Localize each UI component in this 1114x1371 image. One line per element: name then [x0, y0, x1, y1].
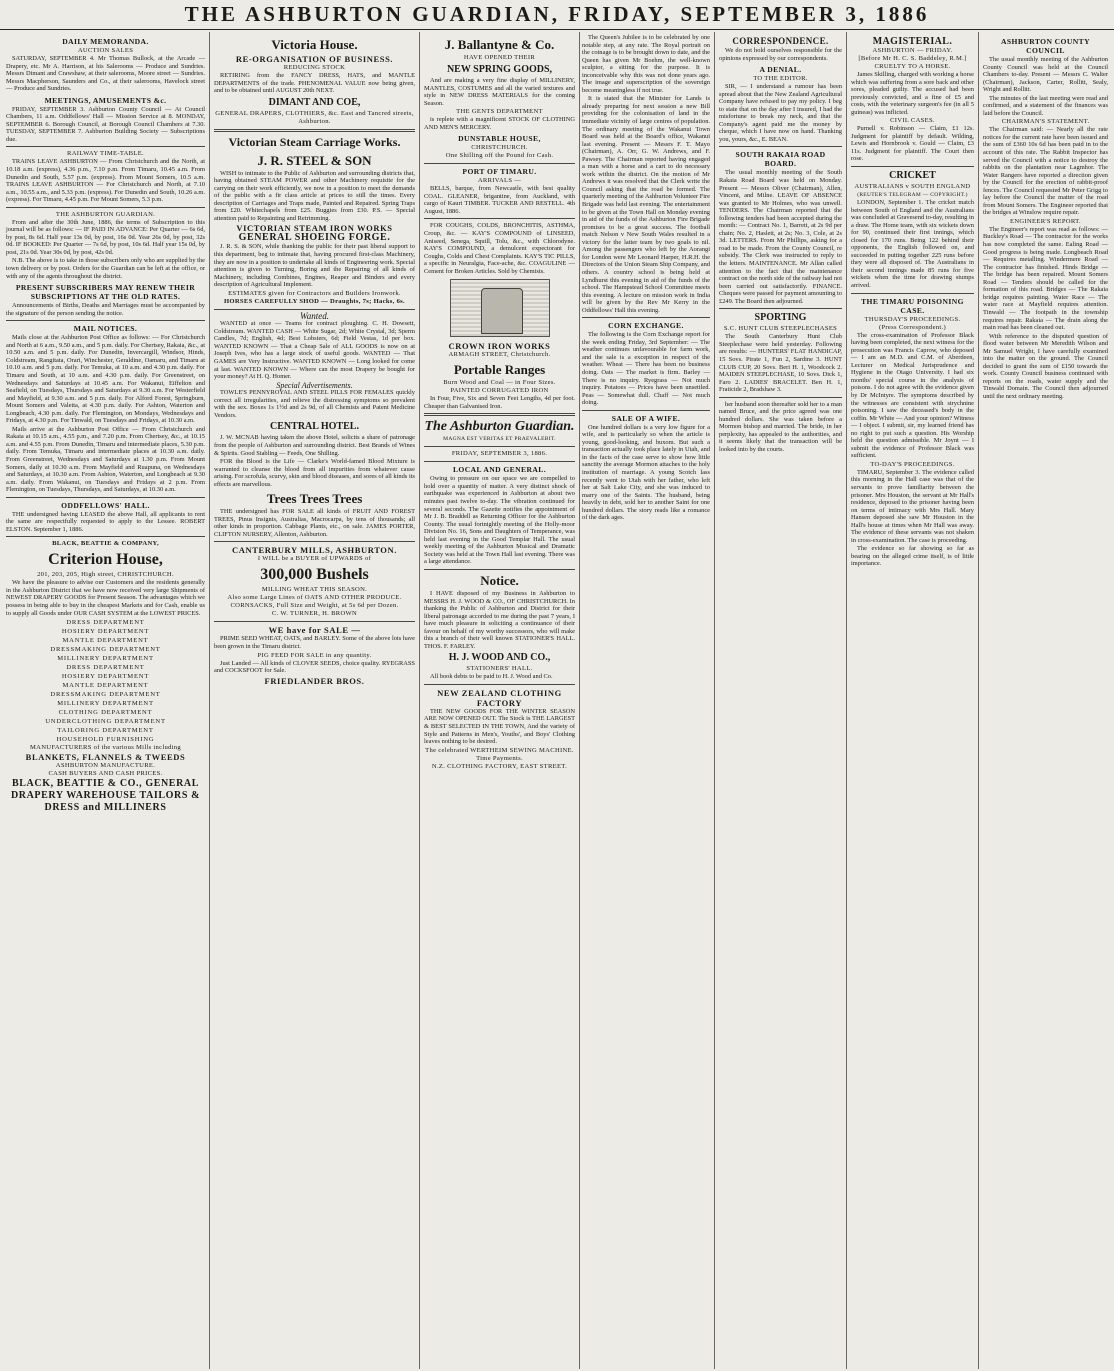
- turner-brown-text: C. W. TURNER, H. BROWN: [271, 610, 358, 618]
- column-4: [578, 32, 715, 1369]
- armagh-street: ARMAGH STREET, Christchurch.: [448, 351, 551, 359]
- department-item: MILLINERY DEPARTMENT: [57, 700, 154, 708]
- wood-subtitle: STATIONERS' HALL.: [466, 665, 533, 673]
- portable-ranges-subtitle: Burn Wood and Coal — in Four Sizes.: [443, 379, 556, 387]
- cash-discount: One Shilling off the Pound for Cash.: [445, 152, 554, 160]
- south-rakaia-heading: SOUTH RAKAIA ROAD BOARD.: [735, 150, 826, 169]
- corn-exchange-heading: CORN EXCHANGE.: [608, 321, 684, 331]
- engineer-text: The Engineer's report was read as follows: — Buckley's Road — The contractor for the works has now completed the same. Ealing Road — Good progress is being made. Longbeach Road — Requires metalling. Windermere Road — The contractor has finished. Hinds Bridge — The bridge has been repaired. Mount Somers Road — Tenders should be called for the formation of this road. Bridges — The Rakaia bridge requires painting. Water Race — The water race at Mayfield requires attention. Tinwald — The footpath in the township requires repair. Rakaia — The drain along the main road has been cleaned out.: [983, 225, 1108, 332]
- auction-sales-text: SATURDAY, SEPTEMBER 4. Mr Thomas Bullock, at the Arcade — Drapery, etc. Mr A. Harrison, at his Salerooms — Produce and Sundries. Messrs Dimant and Crawshaw, at their salerooms, Moore street — Sundries. Messrs Macpherson, Saunders and Co., at their salerooms, Havelock street — Produce and Sundries.: [6, 55, 205, 93]
- wood-title: H. J. WOOD AND CO.,: [448, 652, 551, 664]
- dunstable-house: DUNSTABLE HOUSE,: [458, 134, 541, 144]
- oats-text: Also some Large Lines of OATS AND OTHER PRODUCE.: [227, 594, 402, 602]
- press-correspondent: (Press Correspondent.): [878, 323, 947, 331]
- oddfellows-heading: ODDFELLOWS' HALL.: [61, 500, 150, 510]
- department-item: HOSIERY DEPARTMENT: [61, 673, 150, 681]
- department-item: DRESSMAKING DEPARTMENT: [50, 646, 161, 654]
- department-item: MANTLE DEPARTMENT: [62, 682, 149, 690]
- wanted-heading: Wanted.: [300, 310, 329, 321]
- cash-prices: CASH BUYERS AND CASH PRICES.: [48, 770, 163, 778]
- central-hotel-text: J. W. MCNAB having taken the above Hotel, solicits a share of patronage from the people of Ashburton and surrounding district. Best Brands of Wines & Spirits. Good Stabling — Feeds, One Shilling.: [214, 434, 415, 457]
- to-editor: TO THE EDITOR.: [753, 75, 808, 83]
- department-list: [6, 618, 205, 744]
- cruelty-heading: CRUELTY TO A HORSE.: [874, 63, 951, 70]
- criterion-text: We have the pleasure to advise our Customers and the residents generally in the Ashburton District that we have now received very large Shipments of NEWEST DRAPERY GOODS for Present Season. The advantages which we possess in being able to buy in the cheapest Markets and for Cash, enable us to supply all Goods under OUR CASH SYSTEM at the LOWEST PRICES.: [6, 579, 205, 617]
- ballantyne-title: J. Ballantyne & Co.: [444, 37, 555, 52]
- cornsacks-text: CORNSACKS, Full Size and Weight, at 5s 6d per Dozen.: [230, 602, 399, 610]
- minutes-text: The minutes of the last meeting were read and confirmed, and a statement of the finances was laid before the Council.: [983, 94, 1108, 117]
- meetings-text: FRIDAY, SEPTEMBER 3. Ashburton County Council — At Council Chambers, 11 a.m. Oddfellows' Hall — Mission Service at 8. MONDAY, SEPTEMBER 6. Borough Council, at Borough Council Chambers at 7.30. TUESDAY, SEPTEMBER 7. Ashburton Building Society — Subscriptions due.: [6, 105, 205, 143]
- cricket-source: (REUTER'S TELEGRAM — COPYRIGHT.): [857, 192, 968, 199]
- department-item: DRESS DEPARTMENT: [66, 664, 145, 672]
- arrivals-heading: ARRIVALS —: [477, 177, 522, 185]
- railway-text: TRAINS LEAVE ASHBURTON — From Christchurch and the North, at 10.18 a.m. (express), 4.36 p.m., 7.10 p.m. From Timaru, 10.45 a.m. From Dunedin and South, 5.57 p.m. (express). From Mount Somers, 10.5 a.m. TRAINS LEAVE ASHBURTON — For Christchurch and North, at 7.10 a.m., 10.55 a.m., and 5.33 p.m. (express). For Dunedin and South, 10.26 a.m. (express). For Timaru, 4.45 p.m. For Mount Somers, 5.3 p.m.: [6, 158, 205, 204]
- portable-ranges-title: Portable Ranges: [453, 362, 546, 378]
- landed-text: Just Landed — All kinds of CLOVER SEEDS, choice quality. RYEGRASS and COCKSFOOT for Sale.: [214, 659, 415, 675]
- bushels-title: 300,000 Bushels: [260, 566, 369, 584]
- notice-text: I HAVE disposed of my Business in Ashburton to MESSRS H. J. WOOD & CO., OF CHRISTCHURCH. In thanking the Public of Ashburton and District for their liberal patronage accorded to me during the past 7 years, I have much pleasure in soliciting a continuance of their favour on behalf of my worthy successors, who will make this a branch of their well known STATIONER'S HALL. THOS. F. FARLEY.: [424, 589, 575, 650]
- cruelty-text: James Skilling, charged with working a horse which was suffering from a sore back and other sores, pleaded guilty. The accused had been previously convicted, and a fine of £5 and costs, with the veterinary surgeon's fee (in all 5 guineas) was inflicted.: [851, 71, 974, 116]
- department-item: DRESS DEPARTMENT: [66, 619, 145, 627]
- ballantyne-text: And are making a very fine display of MILLINERY, MANTLES, COSTUMES and all the varied textures and style in NEW DRESS MATERIALS for the coming Season.: [424, 77, 575, 107]
- engineer-heading: ENGINEER'S REPORT.: [1010, 217, 1081, 225]
- pig-feed-text: PIG FEED FOR SALE in any quantity.: [257, 651, 372, 659]
- local-general-text: Owing to pressure on our space we are compelled to hold over a quantity of matter. A very distinct shock of earthquake was experienced in Ashburton at about two minutes past twelve to-day. The vibration continued for several seconds. The Gazette notifies the appointment of Mr J. B. Braddell as Returning Officer for the Ashburton County. The usual fortnightly meeting of the Holly-moor Division No. 16, Sons and Daughters of Temperance, was held last evening in the Good Templar Hall. The usual weekly meeting of the Ashburton Musical and Dramatic Society was held at the Town Hall last evening. There was a large attendance.: [424, 475, 575, 566]
- blood-mixture-text: FOR the Blood is the Life — Clarke's World-famed Blood Mixture is warranted to cleanse the blood from all impurities from whatever cause arising. For scrofula, scurvy, skin and blood diseases, and sores of all kinds its effects are marvellous.: [214, 458, 415, 488]
- department-item: HOSIERY DEPARTMENT: [61, 628, 150, 636]
- ashburton-manufacture: ASHBURTON MANUFACTURE.: [55, 762, 156, 770]
- thursday-proceedings: THURSDAY'S PROCEEDINGS.: [864, 315, 961, 323]
- guardian-subscription-heading: THE ASHBURTON GUARDIAN.: [55, 210, 156, 218]
- county-council-text: The usual monthly meeting of the Ashburton County Council was held at the Council Chambers to-day. Present — Messrs C. Walter (Chairman), Jackson, Carter, Rollitt, Sealy, Wright and Rollitt.: [983, 56, 1108, 94]
- dimant-coe-title: DIMANT AND COE,: [268, 96, 361, 108]
- denial-text: SIR, — I understand a rumour has been spread about that the New Zealand Agricultural Company have refused to pay my policy. I beg to state that on the day after I insured, I had the misfortune to break my neck, and that the Company's agent paid me the money by cheque, which I have now on hand. Thanking you, yours, &c., E. BEAN.: [719, 83, 842, 143]
- department-item: UNDERCLOTHING DEPARTMENT: [45, 718, 166, 726]
- steel-son-title: J. R. STEEL & SON: [257, 152, 372, 168]
- port-timaru-heading: PORT OF TIMARU.: [462, 167, 537, 177]
- central-hotel-title: CENTRAL HOTEL.: [270, 421, 359, 433]
- present-subscribers-heading: PRESENT SUBSCRIBERS MAY RENEW THEIR SUBSCRIPTIONS AT THE OLD RATES.: [15, 283, 196, 302]
- department-item: HOUSEHOLD FURNISHING: [56, 736, 155, 744]
- guardian-subscription-text: From and after the 30th June, 1886, the terms of Subscription to this journal will be as follows: — IF PAID IN ADVANCE: Per Quarter — 6s 6d, by post, 8s 6d. Half year 13s 0d, by post, 16s 0d. Year 26s 0d, by post, 32s 0d. IF BOOKED: Per Quarter — 7s 6d, by post, 10s 6d. Half year 15s 0d, by post, 21s 0d. Year 30s 0d, by post, 42s 0d.: [6, 218, 205, 256]
- milling-wheat-text: MILLING WHEAT THIS SEASON.: [261, 586, 368, 594]
- cricket-text: LONDON, September 1. The cricket match between South of England and the Australians was concluded at Gravesend to-day, resulting in a draw. The Home team, with six wickets down for 90, continued their first innings, which closed for 170 runs. Being 122 behind their opponents, the English followed on, and succeeded in putting together 225 runs before they were all disposed of. The Australians in their second innings made 85 runs for five wickets when the time for drawing stumps arrived.: [851, 199, 974, 290]
- meetings-heading: MEETINGS, AMUSEMENTS &c.: [44, 95, 167, 105]
- criterion-address: 201, 203, 205, High street, CHRISTCHURCH.: [37, 571, 174, 579]
- reorganisation-heading: RE-ORGANISATION OF BUSINESS.: [235, 54, 394, 64]
- reducing-stock: REDUCING STOCK: [283, 64, 346, 71]
- corrugated-iron-text: In Four, Five, Six and Seven Feet Lengths, 4d per foot. Cheaper than Galvanised Iron.: [424, 395, 575, 410]
- cricket-subheading: AUSTRALIANS v SOUTH ENGLAND: [854, 183, 971, 191]
- guardian-nb-text: N.B. The above is to take in those subscribers only who are supplied by the town delivery or by post. Orders for the Guardian can be left at the office, or with any of the agents throughout the district.: [6, 257, 205, 280]
- mail-notices-heading: MAIL NOTICES.: [73, 324, 138, 334]
- wood-text: All book debts to be paid to H. J. Wood and Co.: [430, 673, 553, 681]
- column-3: [420, 32, 580, 1369]
- department-item: MILLINERY DEPARTMENT: [57, 655, 154, 663]
- trees-title: Trees Trees Trees: [266, 491, 363, 507]
- department-item: TAILORING DEPARTMENT: [57, 727, 154, 735]
- cricket-heading: CRICKET: [889, 170, 936, 182]
- buyer-text: I WILL be a BUYER of UPWARDS of: [257, 555, 372, 563]
- kays-remedies-text: FOR COUGHS, COLDS, BRONCHITIS, ASTHMA, Croup, &c. — KAY'S COMPOUND of LINSEED, Aniseed, Senega, Squill, Tolu, &c., with Chlorodyne. KAY'S COMPOUND, a demulcent expectorant for Coughs, Colds and Chest Complaints. KAY'S TIC PILLS, a specific in Neuralgia, Face-ache, &c. COAGULINE — Cement for Broken Articles. Sold by Chemists.: [424, 222, 575, 275]
- estimates-text: ESTIMATES given for Contractors and Builders Ironwork.: [228, 289, 401, 297]
- department-item: MANTLE DEPARTMENT: [62, 637, 149, 645]
- column-2: [210, 32, 420, 1369]
- friedlander-footer: FRIEDLANDER BROS.: [264, 675, 365, 686]
- column-5: [715, 32, 847, 1369]
- right-news-columns: [578, 32, 1112, 1369]
- poisoning-text: The cross-examination of Professor Black having been completed, the next witness for the prosecution was Francis Caprow, who deposed — I am an M.D. and C.M. of Aberdeen, Lecturer on Medical Jurisprudence and Hygiene in the Otago University. I had six months' special course in the analysis of poisons. I do not agree with the evidence given by Dr McIntyre. The symptoms described by the witnesses are consistent with strychnine poisoning. I saw the deceased's body in the coffin. Mr White — And your opinion? Witness — I object. I submit, sir, my learned friend has no right to put such a question. His Worship held the question admissible. Mr Joynt — I submit the evidence of Professor Black was sufficient.: [851, 331, 974, 460]
- civil-cases-heading: CIVIL CASES.: [890, 117, 935, 125]
- towle-pills-text: TOWLE'S PENNYROYAL AND STEEL PILLS FOR FEMALES quickly correct all irregularities, and relieve the distressing symptoms so prevalent with the sex. Boxes 1s 1½d and 2s 9d, of all Chemists and Patent Medicine Vendors.: [214, 389, 415, 419]
- criterion-house-title: Criterion House,: [48, 551, 163, 569]
- chairman-text: The Chairman said: — Nearly all the rate notices for the current rate have been issued and the sum of £360 10s 6d has been paid in to the account of this rate. The Rabbit Inspector has served the Council with a notice to destroy the rabbits on the plantation near Lagmhor. The Water Rangers have reported a direction given by the Council for the erection of rabbit-proof fences. The Council requested Mr Peter Grigg to lay before the Council the matter of the road from Mount Somers. The Engineer reported that the bridges at Winslow require repair.: [983, 126, 1108, 217]
- steam-iron-works-heading: VICTORIAN STEAM IRON WORKS: [236, 223, 393, 234]
- editorial-date: FRIDAY, SEPTEMBER 3, 1886.: [451, 450, 548, 458]
- court-before: [Before Mr H. C. S. Baddeley, R.M.]: [858, 55, 967, 62]
- evidence-text: The evidence so far showing so far as bearing on the alleged crime itself, is of little importance.: [851, 545, 974, 568]
- court-heading: ASHBURTON — FRIDAY.: [872, 47, 953, 54]
- nz-clothing-footer: N.Z. CLOTHING FACTORY, EAST STREET.: [431, 762, 568, 770]
- sale-of-wife-continued: her husband soon thereafter sold her to a man named Bruce, and the price agreed was one hundred dollars. She was taken before a Mormon bishop and married. The bride, in her perplexity, has appealed to the authorities, and it seems likely that the transaction will be looked into by the courts.: [719, 400, 842, 453]
- have-opened-text: HAVE OPENED THEIR: [463, 54, 536, 61]
- railway-heading: RAILWAY TIME-TABLE.: [67, 150, 144, 158]
- mails-arrive-text: Mails arrive at the Ashburton Post Office — From Christchurch and Rakaia at 10.15 a.m., 4.55 p.m., and 7.20 p.m. From Chertsey, &c., at 10.15 a.m. and 4.55 p.m. From Dunedin, Timaru and intermediate places, 5.30 p.m. daily. From Temuka, Timaru and intermediate places at 10.30 a.m. daily. From Greenstreet, Wednesdays and Saturdays at 1.30 p.m. From Mount Somers, daily at 10.30 a.m. From Mayfield and Ruapuna, on Wednesdays and Saturdays, at 10.30 a.m. From Ashton, Waterton, and Longbeach at 9.30 a.m. daily. From Wakanui, on Tuesdays and Fridays at 2 p.m. From Flemington, on Tuesdays, Thursdays, and Saturdays, at 10.30 a.m.: [6, 425, 205, 494]
- steam-carriage-title: Victorian Steam Carriage Works.: [228, 134, 401, 149]
- column-7: [979, 32, 1112, 1369]
- chairman-heading: CHAIRMAN'S STATEMENT.: [1001, 118, 1090, 126]
- flood-water-text: With reference to the disputed question of flood water between Mr Meredith Wilson and Mr Samuel Wright, I have carefully examined into the matter on the ground. The Council decided to grant the sum of £150 towards the work. County Council business continued with reports on the roads, water supply and the Tinwald Domain. The Council then adjourned until the next ordinary meeting.: [983, 332, 1108, 400]
- gents-text: is replete with a magnificent STOCK OF CLOTHING AND MEN'S MERCERY.: [424, 116, 575, 131]
- sale-of-wife-text: One hundred dollars is a very low figure for a wife, and is particularly so when the article is young, good-looking, and buxom. But such a transaction actually took place lately in Utah, and in the facts of the case serve to show how little sanctity the average Mormon attaches to the holy institution of marriage. A young Scotch lass recently went to Utah with her father, who left her at Salt Lake City, and she was induced to marry one of the Saints. The husband, being heavily in debt, sold her to another Saint for one hundred dollars. The story reads like a romance of the dark ages.: [582, 423, 710, 522]
- todays-proceedings-text: TIMARU, September 3. The evidence called this morning in the Hall case was that of the servants to prove familiarity between the prisoner. Mrs Houston, the servant at Mr Hall's residence, deposed to the prisoner having been on terms of intimacy with Mrs Hall. Mary Hansen deposed she saw Mr Houston in the Hall's house at times when Mr Hall was away. The evidence of these servants was not shaken in cross-examination. The case is proceeding.: [851, 468, 974, 544]
- hunt-club-heading: S.C. HUNT CLUB STEEPLECHASES: [723, 325, 838, 333]
- department-item: CLOTHING DEPARTMENT: [58, 709, 153, 717]
- sporting-heading: SPORTING: [754, 312, 807, 324]
- shoeing-forge-heading: GENERAL SHOEING FORGE.: [238, 232, 391, 244]
- south-rakaia-text: The usual monthly meeting of the South Rakaia Road Board was held on Monday. Present — Messrs Oliver (Chairman), Allen, Vincent, and Milne. LEAVE OF ABSENCE was granted to Mr Holmes, who was unwell. TENDERS. The Chairman reported that the following tenders had been accepted during the month: — Contract No. 1, Barrett, at 2s 9d per chain; No. 2, Haslett, at 2s; No. 3, Cole, at 2s 3d. LETTERS. From Mr Phillips, asking for a road to be made. From the County Council, re subsidy. The Clerk was instructed to reply to the letters. MAINTENANCE. Mr Allan called attention to the fact that the maintenance contract on the north side of the railway had not been carried out satisfactorily. FINANCE. Cheques were passed for payment amounting to £249. The Board then adjourned.: [719, 169, 842, 305]
- daily-memoranda-heading: DAILY MEMORANDA.: [62, 37, 149, 46]
- wanted-text: WANTED at once — Teams for contract ploughing. C. H. Dowsett, Coldstream. WANTED CASH — White Sugar, 2d; White Crystal, 3d; Sperm Candles, 7d; English, 4d; Best Lobsters, 6d; Field Vestas, 1d per box. WANTED KNOWN — That a Cheap Sale of ALL GOODS is now on at Joseph Ives, who has a large stock of useful goods. WANTED — That GAMES are Very Instructive. WANTED KNOWN — Long looked for come at last. WANTED KNOWN — Where can the most Drapery be bought for your money? At H. Q. Homer.: [214, 320, 415, 381]
- correspondence-disclaimer: We do not hold ourselves responsible for the opinions expressed by our correspondents.: [719, 47, 842, 62]
- department-item: DRESSMAKING DEPARTMENT: [50, 691, 161, 699]
- manufacture-text: MANUFACTURERS of the various Mills including: [30, 744, 181, 752]
- criterion-firm: BLACK, BEATTIE & COMPANY,: [52, 540, 159, 548]
- crown-iron-works-heading: CROWN IRON WORKS: [448, 341, 551, 352]
- victoria-house-title: Victoria House.: [271, 37, 358, 52]
- auction-sales-heading: AUCTION SALES: [77, 47, 134, 54]
- poisoning-case-heading: THE TIMARU POISONING CASE.: [861, 296, 964, 315]
- for-sale-text: PRIME SEED WHEAT, OATS, and BARLEY. Some of the above lots have been grown in the Timaru district.: [214, 635, 415, 650]
- jubilee-text: The Queen's Jubilee is to be celebrated by one notable step, at any rate. The Royal portrait on the coinage is to be brought down to date, and the Queen has given Mr Boehm, the well-known sculptor, a sitting for the purpose. It is inconceivable why this was not done years ago. The image and superscription of the sovereign become meaningless if not true.: [582, 34, 710, 94]
- dimant-coe-subtitle: GENERAL DRAPERS, CLOTHIERS, &c. East and Tancred streets, Ashburton.: [215, 109, 414, 125]
- county-council-heading: ASHBURTON COUNTY COUNCIL: [1001, 37, 1090, 55]
- gents-department: THE GENTS DEPARTMENT: [456, 108, 543, 116]
- todays-proceedings: TO-DAY'S PROCEEDINGS.: [870, 460, 955, 468]
- crown-iron-works-illustration: [450, 279, 550, 337]
- arrivals-text: BELLS, barque, from Newcastle, with best quality COAL. GLEANER, brigantine, from Auckland, with cargo of Kauri TIMBER. TUCKER AND RESTELL. 4th August, 1886.: [424, 185, 575, 215]
- column-6: [847, 32, 979, 1369]
- for-sale-heading: WE have for SALE —: [268, 625, 361, 636]
- nz-clothing-heading: NEW ZEALAND CLOTHING FACTORY: [437, 687, 562, 708]
- announcements-text: Announcements of Births, Deaths and Marriages must be accompanied by the signature of the person sending the notice.: [6, 302, 205, 317]
- horses-shod-text: HORSES CAREFULLY SHOD — Draughts, 7s; Hacks, 6s.: [224, 297, 405, 305]
- corrugated-iron-heading: PAINTED CORRUGATED IRON: [450, 387, 549, 395]
- guardian-motto: MAGNA EST VERITAS ET PRAEVALEBIT.: [443, 436, 556, 443]
- column-1: [2, 32, 210, 1369]
- correspondence-heading: CORRESPONDENCE.: [732, 36, 829, 46]
- civil-cases-text: Purnell v. Robinson — Claim, £1 12s. Judgment for plaintiff by default. Wilding, Lewis and Hornbrook v. Gould — Claim, £3 11s. Judgment for plaintiff. The Court then rose.: [851, 125, 974, 163]
- local-news-text: It is stated that the Minister for Lands is already preparing for next session a new Bill providing for the colonisation of land in the immediate vicinity of large centres of population. The ordinary meeting of the Wakanui Town Board was held at the Board's office, Wakanui last evening. Present — Messrs F. T. Mayo (Chairman), A. Orr, G. W. Andrews, and F. Pawsey. The Chairman reported having engaged a man with a horse and a cart to do necessary work within the district. On the motion of Mr Andrews it was resolved that the Clerk write the Council asking that the road be formed. The quarterly meeting of the Ashburton Volunteer Fire Brigade was held last evening. The entertainment to be given at the Town Hall on Monday evening in aid of the funds of the Ashburton Fire Brigade promises to be a great success. The football match Nelson v New South Wales resulted in a victory for the latter team by two goals to nil. Among the passengers who left by the Aorangi for London were Mr Leonard Harper, H.R.H. the Directors of the Union Steam Ship Company, and others. A country school is being held at Lyndhurst this evening in aid of the funds of the school. The Hampstead School Committee meets this evening. A lecture on mission work in India will be given by the Rev Mr Kerry in the Oddfellows' Hall this evening.: [582, 95, 710, 314]
- denial-heading: A DENIAL.: [759, 65, 802, 75]
- special-ads-heading: Special Advertisements.: [276, 380, 353, 390]
- shoeing-forge-text: J. R. S. & SON, while thanking the public for their past liberal support to this department, beg to intimate that, having procured first-class Machinery, they are now in a position to undertake all kinds of Engineering work. Special attention is given to Turning, Boring and the Repairing of all kinds of Machinery, including Combines, Engines, Reaper and Binders and every description of Agricultural Implement.: [214, 243, 415, 289]
- sporting-text: The South Canterbury Hunt Club Steeplechase were held yesterday. Following are results: — HUNTERS' FLAT HANDICAP, 15 Sovs. Pirate 1, Fun 2, Sardine 3. HUNT CLUB CUP, 20 Sovs. Beri H. 1, Woodcock 2. MAIDEN STEEPLECHASE, 10 Sovs. Dick 1, Faro 2. LADIES' BRACELET. Ben H. 1, Fraticide 2, Bradshaw 3.: [719, 333, 842, 394]
- mail-notices-text: Mails close at the Ashburton Post Office as follows: — For Christchurch and North at 6 a.m., 9.50 a.m., and 5 p.m. daily. For Chertsey, Rakaia, &c., at 10.50 a.m. and 5 p.m. daily. For Dunedin, Invercargill, Windsor, Hinds, Coldstream, Rangitata, Orari, Winchester, Geraldine, Oamaru, and Timaru at 10.10 a.m. and 5 p.m. daily. For Temuka, at 10 a.m. and 4.30 p.m. daily. For Timaru and South, at 10 a.m. and 4.30 p.m. daily. For Greenstreet, on Wednesdays and Saturdays at 10.45 a.m. For Wakanui, Eiffelton and Seafield, on Tuesdays, Thursdays and Saturdays at 9.30 a.m. For Westerfield and Mayfield, at 9.30 a.m. and 5 p.m. daily. For Alford Forest, Springburn, Mount Somers and Valetta, at 4.30 p.m. daily. For Ashton, Waterton and Longbeach, 4.30 p.m. daily. For Flemington, on Mondays, Wednesdays and Fridays, at 4.30 p.m. For Tinwald, on Tuesdays and Fridays, at 10.30 a.m.: [6, 334, 205, 425]
- trees-text: THE undersigned has FOR SALE all kinds of FRUIT AND FOREST TREES, Pinus Insignis, Australias, Macrocarpa, by tens of thousands; all other kinds in proportion. Cabbage Plants, etc., on sale. JAMES PORTER, CLIFTON NURSERY, Allenton, Ashburton.: [214, 508, 415, 538]
- guardian-editorial-title: The Ashburton Guardian.: [424, 419, 575, 435]
- magisterial-heading: MAGISTERIAL.: [872, 36, 953, 47]
- nz-clothing-text: THE NEW GOODS FOR THE WINTER SEASON ARE NOW OPENED OUT. The Stock is THE LARGEST & BEST SELECTED IN THE TOWN, And the variety of Style and Patterns in Men's, Youths', and Boys' Clothing leaves nothing to be desired.: [424, 707, 575, 746]
- spring-goods-heading: NEW SPRING GOODS,: [446, 64, 553, 75]
- oddfellows-text: THE undersigned having LEASED the above Hall, all applicants to rent the same are respectfully requested to apply to the Lessee. ROBERT ELSTON. September 1, 1886.: [6, 510, 205, 533]
- victoria-house-text: RETIRING from the FANCY DRESS, HATS, and MANTLE DEPARTMENTS of the trade. PHENOMENAL VALUE now being given, and to be obtained until AUGUST 20th NEXT.: [214, 72, 415, 95]
- wertheim-text: The celebrated WERTHEIM SEWING MACHINE. Time Payments.: [425, 746, 574, 762]
- sale-of-wife-heading: SALE OF A WIFE.: [611, 413, 681, 423]
- corn-exchange-text: The following is the Corn Exchange report for the week ending Friday, 3rd September: — The weather continues unfavourable for farm work, and the sale is a exception in respect of the weather. Wheat — There has been no business doing. Oats — The market is firm. Barley — There is no inquiry. Ryegrass — Not much inquiry. Potatoes — Prices have been unsettled. Peas — Somewhat dull. Chaff — Not much doing.: [582, 331, 710, 407]
- blankets-heading: BLANKETS, FLANNELS & TWEEDS: [25, 752, 186, 763]
- notice-title: Notice.: [480, 572, 519, 588]
- newspaper-masthead: THE ASHBURTON GUARDIAN, FRIDAY, SEPTEMBER 3, 1886: [0, 0, 1114, 30]
- canterbury-mills-heading: CANTERBURY MILLS, ASHBURTON.: [232, 545, 397, 556]
- local-general-heading: LOCAL AND GENERAL.: [452, 465, 547, 475]
- dunstable-city: CHRISTCHURCH.: [471, 144, 528, 152]
- black-beattie-footer: BLACK, BEATTIE & CO., GENERAL DRAPERY WAREHOUSE TAILORS & DRESS and MILLINERS: [10, 778, 201, 814]
- steam-carriage-text: WISH to intimate to the Public of Ashburton and surrounding districts that, having obtained STEAM POWER and other Machinery requisite for the carrying on their work efficiently, we now in a position to meet the demands of the public with a fir class article at prices to still the times. Every description of Carriages and Traps made, Painted and Repaired. Spring Traps from £20. Whitechapels from £25. Buggies from £30. P.S. — Special attention paid to Repainting and Retrimming.: [214, 169, 415, 222]
